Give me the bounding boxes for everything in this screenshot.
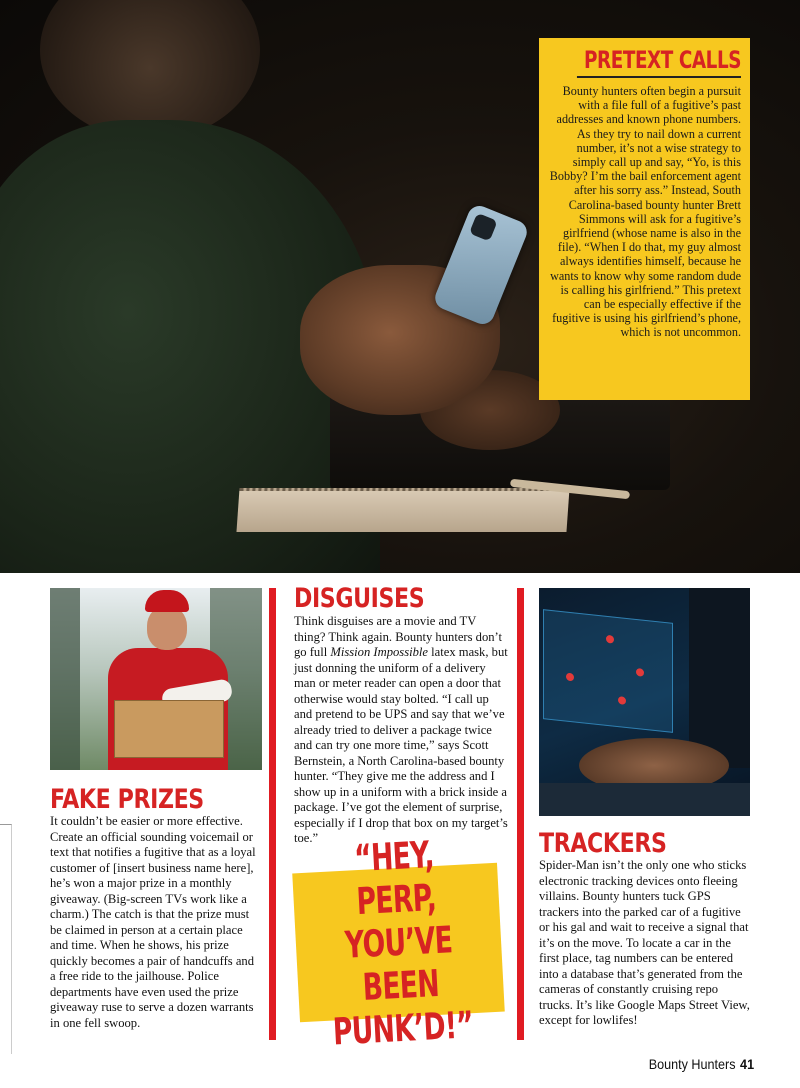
map-pin-icon — [606, 635, 614, 644]
red-cap-image — [145, 590, 189, 612]
map-pin-icon — [618, 696, 626, 705]
pretext-calls-text: Bounty hunters often begin a pursuit with a file full of a fugitive’s past addresses and known phone numbers. As they try to nail down a current number, it’s not a wise strategy to simply call up and say, “Yo, is this Bobby? I’m the bail enforcement agent after his sorry ass.” Instead, South Carolina-based bounty hunter Brett Simmons will ask for a fugitive’s girlfriend (whose name is also in the file). “When I do that, my guy almost always identifies himself, because he wants to know why some random dude is calling his girlfriend.” This pretext can be especially effective if the fugitive is using his girlfriend’s phone, which is not uncommon. — [549, 84, 741, 340]
pretext-calls-heading: PRETEXT CALLS — [577, 46, 741, 78]
disguises-text-part1: Think disguises are a movie and TV thing? Think again. Bounty hunters don’t go full — [294, 614, 503, 659]
fake-prizes-heading: FAKE PRIZES — [50, 784, 204, 815]
disguises-heading: DISGUISES — [294, 583, 425, 614]
pull-quote-text: “HEY, PERP, YOU’VE BEEN PUNK’D!” — [331, 833, 475, 1054]
page-edge-mark — [0, 824, 12, 1054]
page-footer — [649, 1056, 754, 1072]
smartphone-image — [432, 202, 531, 327]
column-rule-left — [269, 588, 276, 1040]
phone-camera-icon — [469, 213, 498, 242]
map-pin-icon — [566, 673, 574, 682]
gps-map-photo — [539, 588, 750, 816]
person-silhouette-image — [689, 588, 750, 768]
page-number: 41 — [739, 1056, 754, 1072]
disguises-text-italic: Mission Impossible — [330, 645, 428, 659]
disguises-text-part2: latex mask, but just donning the uniform of a delivery man or meter reader can open a door that otherwise would stay bolted. “I call up and pretend to be UPS and say that we’ve already tried to deliver a package twice and can try one more time,” says Scott Bernstein, a North Carolina-based bounty hunter. “They give me the address and I show up in a uniform with a brick inside a package. I’ve got the element of surprise, especially if I drop that box on my target’s toe.” — [294, 645, 508, 845]
man-face-image — [40, 0, 260, 140]
footer-section-title: Bounty Hunters — [648, 1056, 736, 1072]
pull-quote — [292, 833, 505, 1054]
pretext-calls-box — [539, 38, 750, 400]
trackers-heading: TRACKERS — [539, 828, 667, 859]
column-rule-right — [517, 588, 524, 1040]
trackers-text: Spider-Man isn’t the only one who sticks electronic tracking devices onto fleeing villains. Bounty hunters tuck GPS trackers into the parked car of a fugitive or his gal and wait to receive a signal that it’s on the move. To locate a car in the first place, tag numbers can be entered into a database that’s generated from the cameras of constantly cruising repo trucks. It’s like Google Maps Street View, except for lowlifes! — [539, 858, 750, 1027]
fake-prizes-text: It couldn’t be easier or more effective. Create an official sounding voicemail or text that notifies a fugitive that as a loyal customer of [insert business name here], he’s won a major prize in a monthly giveaway. (Big-screen TVs work like a charm.) The catch is that the prize must be claimed in person at a certain place and time. When he shows, his prize quickly becomes a pair of handcuffs and a free ride to the jailhouse. Police departments have even used the prize giveaway ruse to serve a dozen warrants in one fell swoop. — [50, 814, 256, 1030]
notebook-image — [236, 488, 569, 532]
laptop-keyboard-image — [539, 783, 750, 816]
door-frame-image — [50, 588, 80, 770]
cardboard-box-image — [114, 700, 224, 758]
delivery-man-face-image — [147, 606, 187, 650]
holographic-map-image — [543, 609, 673, 733]
delivery-man-photo — [50, 588, 262, 770]
disguises-text — [294, 614, 509, 847]
map-pin-icon — [636, 668, 644, 677]
